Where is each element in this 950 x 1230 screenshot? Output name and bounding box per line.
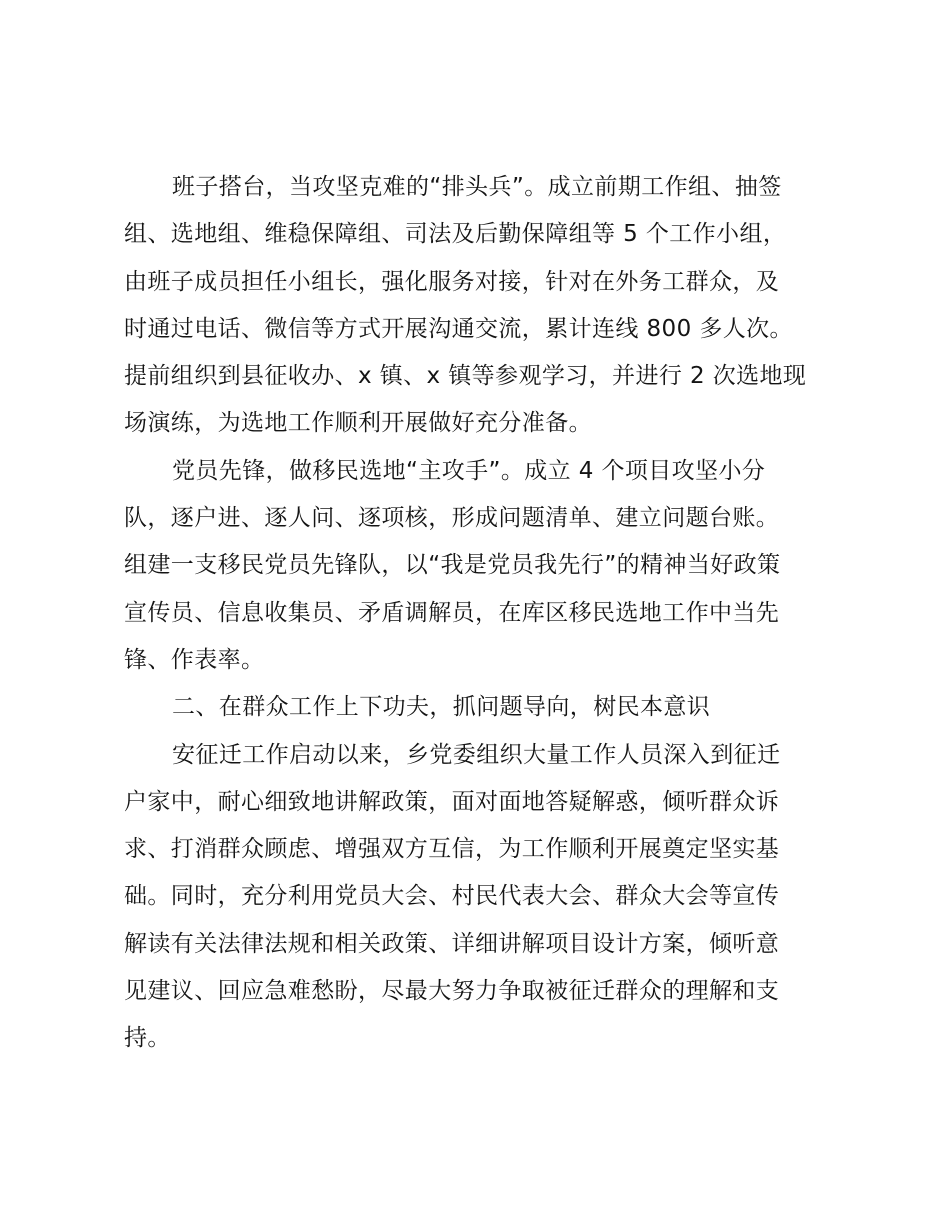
body-text	[124, 164, 844, 1063]
text-line: 户家中，耐心细致地讲解政策，面对面地答疑解惑，倾听群众诉	[124, 788, 780, 815]
text-line: 求、打消群众顾虑、增强双方互信，为工作顺利开展奠定坚实基	[124, 836, 780, 863]
text-line: 锋、作表率。	[124, 646, 265, 673]
text-line: 场演练，为选地工作顺利开展做好充分准备。	[124, 410, 592, 437]
text-line: 组、选地组、维稳保障组、司法及后勤保障组等 5 个工作小组，	[124, 221, 787, 248]
text-line: 解读有关法律法规和相关政策、详细讲解项目设计方案，倾听意	[124, 930, 780, 957]
text-line: 班子搭台，当攻坚克难的“排头兵”。成立前期工作组、抽签	[172, 174, 782, 200]
text-line: 宣传员、信息收集员、矛盾调解员，在库区移民选地工作中当先	[124, 599, 780, 626]
text-line: 队，逐户进、逐人问、逐项核，形成问题清单、建立问题台账。	[124, 505, 780, 532]
text-line: 党员先锋，做移民选地“主攻手”。成立 4 个项目攻坚小分	[172, 457, 766, 484]
text-line: 础。同时，充分利用党员大会、村民代表大会、群众大会等宣传	[124, 883, 780, 910]
text-line: 见建议、回应急难愁盼，尽最大努力争取被征迁群众的理解和支	[124, 978, 780, 1005]
text-line: 安征迁工作启动以来，乡党委组织大量工作人员深入到征迁	[172, 741, 781, 768]
text-line: 由班子成员担任小组长，强化服务对接，针对在外务工群众，及	[124, 268, 780, 295]
text-line: 提前组织到县征收办、x 镇、x 镇等参观学习，并进行 2 次选地现	[124, 363, 807, 390]
text-line: 持。	[124, 1025, 171, 1052]
text-line: 组建一支移民党员先锋队，以“我是党员我先行”的精神当好政策	[124, 552, 781, 579]
text-line: 时通过电话、微信等方式开展沟通交流，累计连线 800 多人次。	[124, 315, 793, 342]
section-heading: 二、在群众工作上下功夫，抓问题导向，树民本意识	[172, 694, 711, 721]
